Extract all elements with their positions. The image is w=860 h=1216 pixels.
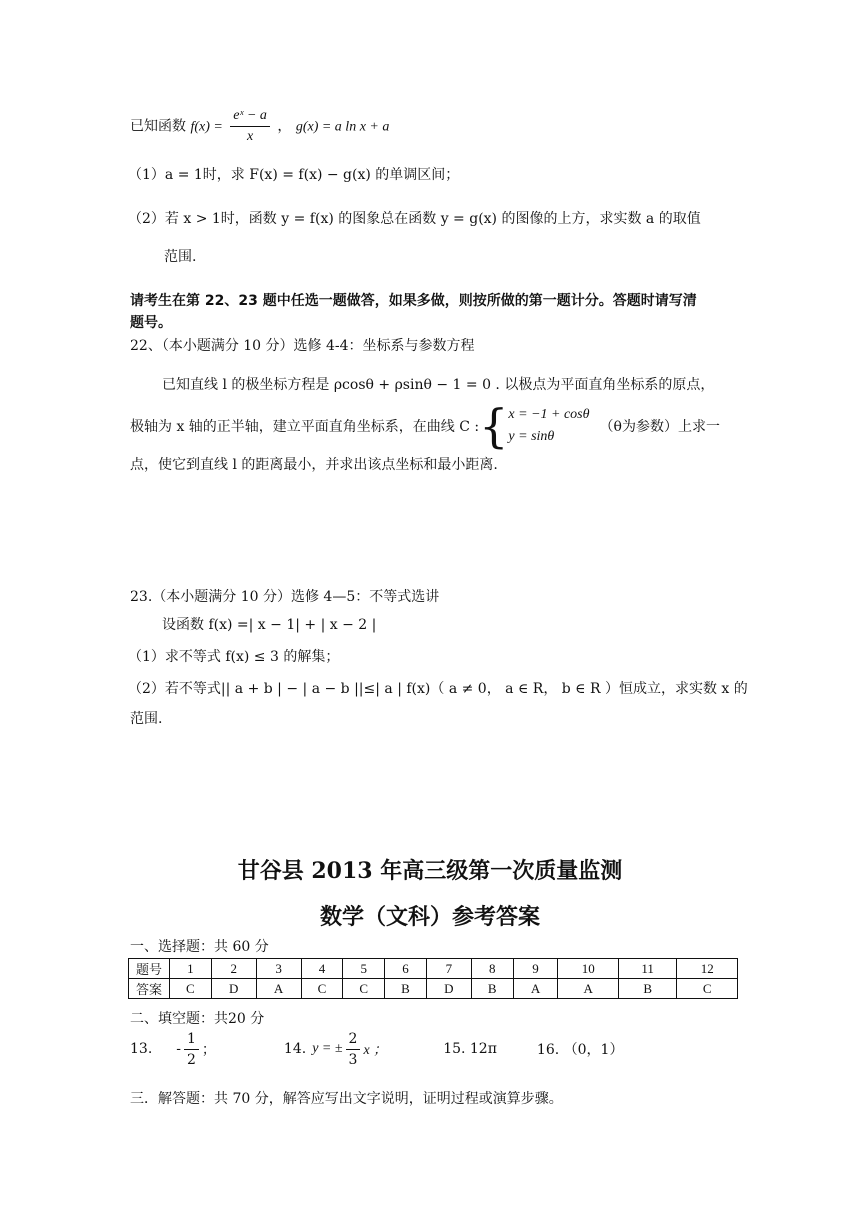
answer-cell: D [426,979,471,999]
question-number-cell: 8 [471,959,513,979]
question-number-cell: 4 [301,959,343,979]
q21-part2-label: （2） [128,211,165,227]
answers-subtitle: 数学（文科）参考答案 [319,904,540,930]
q21-f-fraction [230,106,270,147]
q21-f-lhs: f(x) = [190,119,223,135]
section-choice-heading: 一、选择题：共 60 分 [130,939,269,955]
q22-system-y: y = sinθ [508,429,555,444]
question-number-cell: 5 [343,959,385,979]
q21-part2-text: 若 x > 1时，函数 y = f(x) 的图象总在函数 y = g(x) 的图像的上方，求实数 a 的取值 [164,211,701,227]
answer-cell: C [677,979,738,999]
answer-14-label: 14. [283,1041,307,1057]
answers-title: 甘谷县 2013 年高三级第一次质量监测 [237,858,623,884]
answer-cell: C [170,979,212,999]
q21-f-numerator: eˣ − a [230,106,270,127]
row-header-number: 题号 [129,959,170,979]
answer-13-label: 13. [130,1041,153,1057]
q22-line-3: 点，使它到直线 l 的距离最小，并求出该点坐标和最小距离. [130,457,498,473]
q21-part2-continued: 范围. [164,249,197,265]
answer-cell: B [385,979,427,999]
q21-separator: ， [277,118,292,135]
answer-15: 15. 12π [443,1041,497,1057]
answer-table [128,958,738,999]
section-fill-heading: 二、填空题：共20 分 [130,1011,265,1027]
answer-cell: C [343,979,385,999]
question-number-cell: 10 [558,959,618,979]
answer-14-fraction [346,1029,361,1070]
q23-definition: 设函数 f(x) =| x − 1| + | x − 2 | [162,617,377,633]
q23-part1: （1）求不等式 f(x) ≤ 3 的解集； [128,649,340,665]
answer-table-row-numbers [129,959,738,979]
question-number-cell: 7 [426,959,471,979]
q22-line-2-post: （θ为参数）上求一 [599,419,720,435]
q21-part2 [128,208,701,228]
q21-part1-text: a = 1时，求 F(x) = f(x) − g(x) 的单调区间； [164,167,460,183]
answer-cell: A [256,979,301,999]
answer-16: 16. （0，1） [536,1042,624,1058]
answer-14-post: x ； [363,1043,388,1058]
answer-cell: A [558,979,618,999]
question-number-cell: 2 [211,959,256,979]
q22-line-1: 已知直线 l 的极坐标方程是 ρcosθ + ρsinθ − 1 = 0 . 以极点为平面直角坐标系的原点， [162,377,715,393]
instruction-line-2: 题号。 [130,315,172,331]
answer-14-denominator: 3 [348,1051,358,1068]
q21-g-def: g(x) = a ln x + a [295,119,390,135]
question-number-cell: 1 [170,959,212,979]
q21-f-denominator: x [246,129,254,144]
question-number-cell: 3 [256,959,301,979]
answer-13-end: ； [201,1042,216,1058]
q21-part1 [128,164,459,184]
answer-14-numerator: 2 [346,1029,361,1050]
answer-table-row-choices [129,979,738,999]
q23-part2-continued: 范围. [130,711,163,727]
q22-line-2-pre: 极轴为 x 轴的正半轴，建立平面直角坐标系，在曲线 C : [130,419,480,435]
q21-part1-label: （1） [128,167,165,183]
row-header-answer: 答案 [129,979,170,999]
answer-cell: B [471,979,513,999]
q22-system-x: x = −1 + cosθ [508,407,590,422]
q23-part2: （2）若不等式|| a + b | − | a − b ||≤| a | f(x)（ a ≠ 0， a ∈ R， b ∈ R ）恒成立，求实数 x 的 [128,681,748,697]
question-number-cell: 9 [513,959,558,979]
question-number-cell: 6 [385,959,427,979]
q22-header: 22、（本小题满分 10 分）选修 4-4：坐标系与参数方程 [130,338,475,354]
q23-header: 23.（本小题满分 10 分）选修 4—5：不等式选讲 [130,589,440,605]
answer-13-denominator: 2 [187,1051,196,1068]
answer-14-pre: y = ± [312,1041,343,1056]
fill-answers-row [130,1026,623,1072]
answer-13-numerator: 1 [184,1029,199,1050]
section-solution-heading: 三．解答题：共 70 分，解答应写出文字说明，证明过程或演算步骤。 [130,1091,563,1107]
answer-cell: A [513,979,558,999]
q21-definition [130,106,389,147]
question-number-cell: 12 [677,959,738,979]
answer-13-fraction [184,1029,199,1070]
answer-cell: C [301,979,343,999]
answer-cell: D [211,979,256,999]
q22-equation-system [508,404,589,448]
left-brace-icon: { [479,399,509,453]
question-number-cell: 11 [618,959,676,979]
answer-13-sign: - [176,1041,181,1057]
q21-intro: 已知函数 [130,118,186,135]
instruction-line-1: 请考生在第 22、23 题中任选一题做答，如果多做，则按所做的第一题计分。答题时请写清 [130,293,697,309]
q22-line-2 [130,399,720,453]
answer-cell: B [618,979,676,999]
